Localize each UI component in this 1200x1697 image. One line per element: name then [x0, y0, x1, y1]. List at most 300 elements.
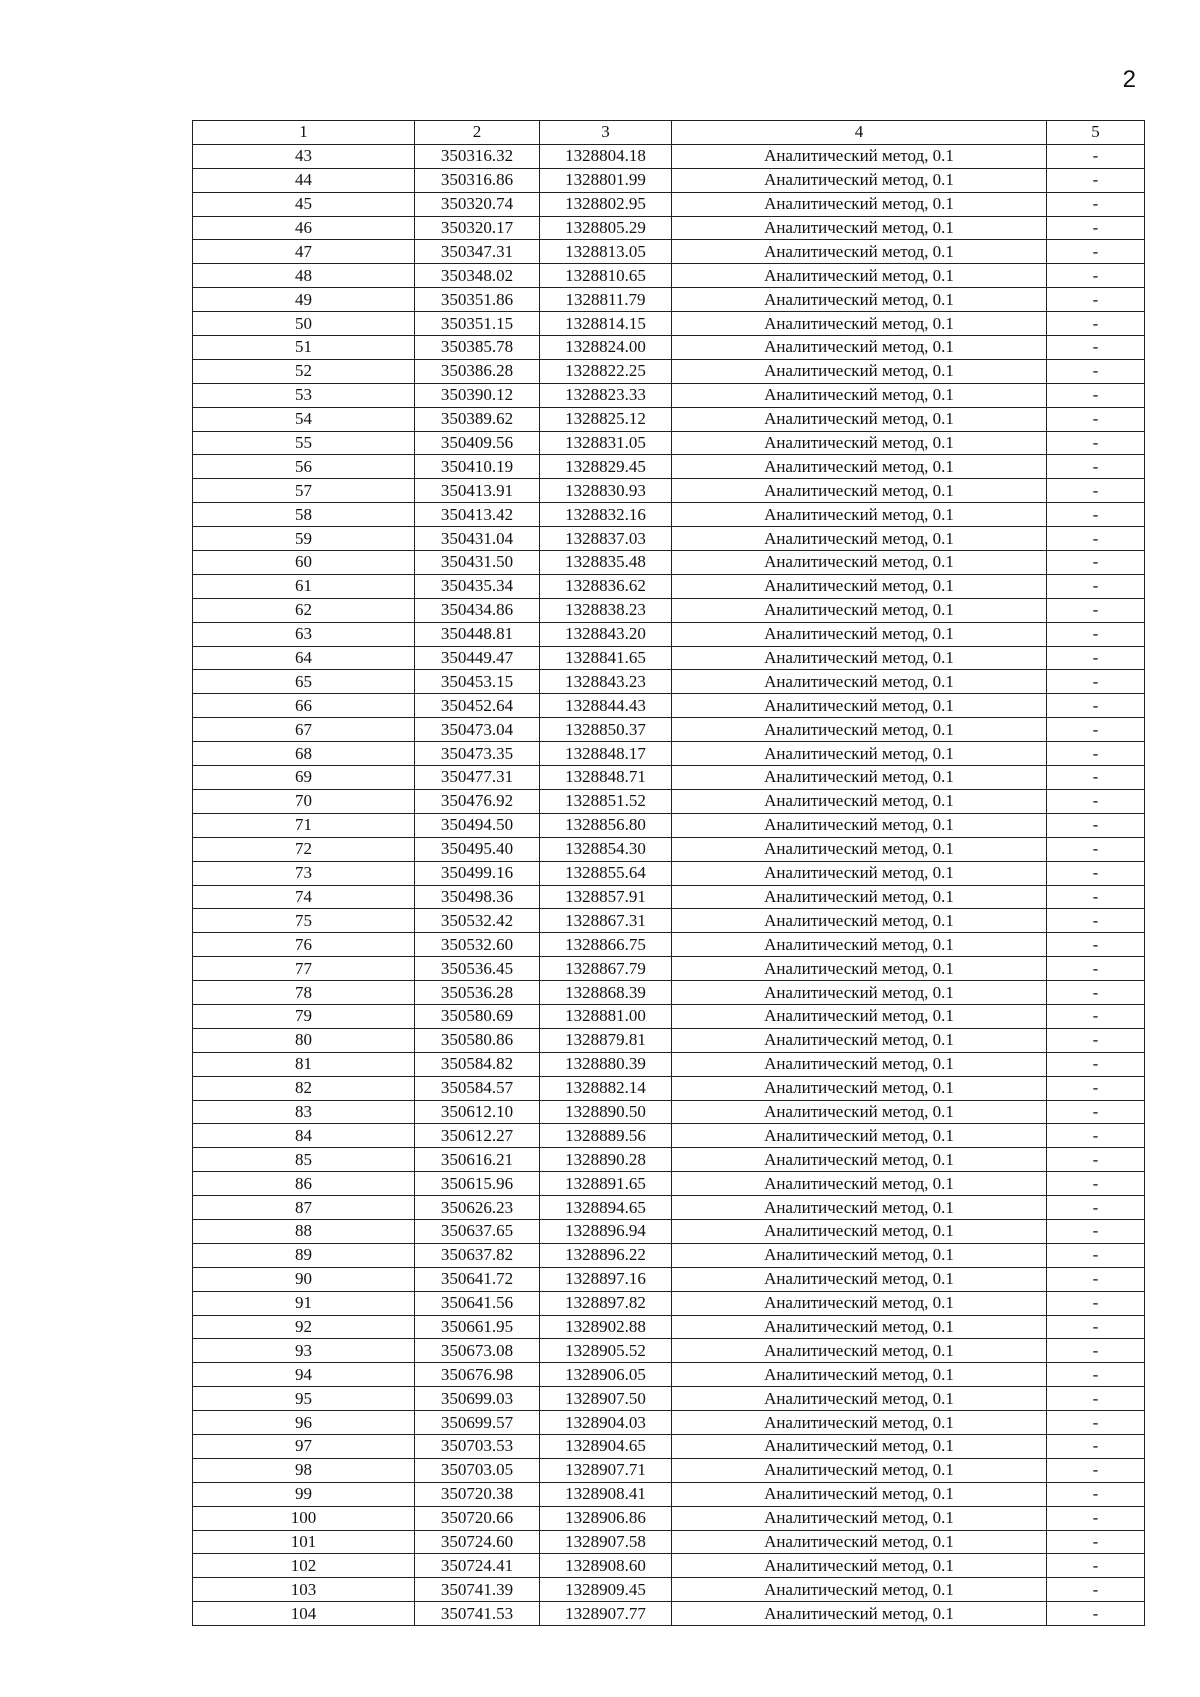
method-cell: Аналитический метод, 0.1 — [672, 574, 1047, 598]
y-coordinate-cell: 1328902.88 — [540, 1315, 672, 1339]
point-number-cell: 74 — [193, 885, 415, 909]
y-coordinate-cell: 1328814.15 — [540, 312, 672, 336]
note-cell: - — [1047, 1052, 1145, 1076]
column-header: 1 — [193, 121, 415, 145]
table-row — [193, 933, 1145, 957]
table-row — [193, 288, 1145, 312]
note-cell: - — [1047, 455, 1145, 479]
note-cell: - — [1047, 1482, 1145, 1506]
table-row — [193, 1052, 1145, 1076]
method-cell: Аналитический метод, 0.1 — [672, 1219, 1047, 1243]
x-coordinate-cell: 350641.56 — [415, 1291, 540, 1315]
coordinates-table — [192, 120, 1145, 1626]
x-coordinate-cell: 350413.91 — [415, 479, 540, 503]
method-cell: Аналитический метод, 0.1 — [672, 1267, 1047, 1291]
table-row — [193, 957, 1145, 981]
y-coordinate-cell: 1328879.81 — [540, 1028, 672, 1052]
y-coordinate-cell: 1328907.77 — [540, 1602, 672, 1626]
point-number-cell: 91 — [193, 1291, 415, 1315]
y-coordinate-cell: 1328867.79 — [540, 957, 672, 981]
point-number-cell: 83 — [193, 1100, 415, 1124]
point-number-cell: 98 — [193, 1458, 415, 1482]
table-row — [193, 551, 1145, 575]
y-coordinate-cell: 1328907.50 — [540, 1387, 672, 1411]
point-number-cell: 104 — [193, 1602, 415, 1626]
x-coordinate-cell: 350699.03 — [415, 1387, 540, 1411]
y-coordinate-cell: 1328854.30 — [540, 837, 672, 861]
note-cell: - — [1047, 694, 1145, 718]
note-cell: - — [1047, 1387, 1145, 1411]
x-coordinate-cell: 350637.65 — [415, 1219, 540, 1243]
table-row — [193, 1028, 1145, 1052]
table-row — [193, 574, 1145, 598]
note-cell: - — [1047, 1124, 1145, 1148]
y-coordinate-cell: 1328906.86 — [540, 1506, 672, 1530]
note-cell: - — [1047, 1196, 1145, 1220]
method-cell: Аналитический метод, 0.1 — [672, 503, 1047, 527]
x-coordinate-cell: 350476.92 — [415, 789, 540, 813]
method-cell: Аналитический метод, 0.1 — [672, 264, 1047, 288]
method-cell: Аналитический метод, 0.1 — [672, 1363, 1047, 1387]
point-number-cell: 49 — [193, 288, 415, 312]
x-coordinate-cell: 350615.96 — [415, 1172, 540, 1196]
x-coordinate-cell: 350385.78 — [415, 336, 540, 360]
note-cell: - — [1047, 622, 1145, 646]
x-coordinate-cell: 350584.82 — [415, 1052, 540, 1076]
table-row — [193, 240, 1145, 264]
x-coordinate-cell: 350316.32 — [415, 144, 540, 168]
y-coordinate-cell: 1328824.00 — [540, 336, 672, 360]
method-cell: Аналитический метод, 0.1 — [672, 1148, 1047, 1172]
method-cell: Аналитический метод, 0.1 — [672, 1387, 1047, 1411]
point-number-cell: 84 — [193, 1124, 415, 1148]
note-cell: - — [1047, 288, 1145, 312]
point-number-cell: 45 — [193, 192, 415, 216]
x-coordinate-cell: 350351.15 — [415, 312, 540, 336]
point-number-cell: 85 — [193, 1148, 415, 1172]
method-cell: Аналитический метод, 0.1 — [672, 1243, 1047, 1267]
x-coordinate-cell: 350720.38 — [415, 1482, 540, 1506]
note-cell: - — [1047, 742, 1145, 766]
table-row — [193, 431, 1145, 455]
method-cell: Аналитический метод, 0.1 — [672, 646, 1047, 670]
point-number-cell: 71 — [193, 813, 415, 837]
point-number-cell: 65 — [193, 670, 415, 694]
table-row — [193, 1196, 1145, 1220]
x-coordinate-cell: 350580.69 — [415, 1004, 540, 1028]
table-row — [193, 1434, 1145, 1458]
y-coordinate-cell: 1328907.71 — [540, 1458, 672, 1482]
y-coordinate-cell: 1328804.18 — [540, 144, 672, 168]
note-cell: - — [1047, 957, 1145, 981]
method-cell: Аналитический метод, 0.1 — [672, 1028, 1047, 1052]
note-cell: - — [1047, 598, 1145, 622]
method-cell: Аналитический метод, 0.1 — [672, 551, 1047, 575]
y-coordinate-cell: 1328897.82 — [540, 1291, 672, 1315]
point-number-cell: 78 — [193, 981, 415, 1005]
note-cell: - — [1047, 144, 1145, 168]
table-row — [193, 742, 1145, 766]
note-cell: - — [1047, 670, 1145, 694]
note-cell: - — [1047, 312, 1145, 336]
y-coordinate-cell: 1328810.65 — [540, 264, 672, 288]
x-coordinate-cell: 350409.56 — [415, 431, 540, 455]
method-cell: Аналитический метод, 0.1 — [672, 359, 1047, 383]
point-number-cell: 90 — [193, 1267, 415, 1291]
table-row — [193, 383, 1145, 407]
table-row — [193, 359, 1145, 383]
y-coordinate-cell: 1328868.39 — [540, 981, 672, 1005]
point-number-cell: 62 — [193, 598, 415, 622]
point-number-cell: 59 — [193, 527, 415, 551]
column-header: 5 — [1047, 121, 1145, 145]
table-row — [193, 1458, 1145, 1482]
x-coordinate-cell: 350673.08 — [415, 1339, 540, 1363]
table-row — [193, 1602, 1145, 1626]
method-cell: Аналитический метод, 0.1 — [672, 1196, 1047, 1220]
method-cell: Аналитический метод, 0.1 — [672, 407, 1047, 431]
table-row — [193, 1363, 1145, 1387]
y-coordinate-cell: 1328811.79 — [540, 288, 672, 312]
point-number-cell: 68 — [193, 742, 415, 766]
x-coordinate-cell: 350449.47 — [415, 646, 540, 670]
point-number-cell: 99 — [193, 1482, 415, 1506]
method-cell: Аналитический метод, 0.1 — [672, 527, 1047, 551]
note-cell: - — [1047, 359, 1145, 383]
x-coordinate-cell: 350320.74 — [415, 192, 540, 216]
note-cell: - — [1047, 216, 1145, 240]
point-number-cell: 44 — [193, 168, 415, 192]
x-coordinate-cell: 350348.02 — [415, 264, 540, 288]
point-number-cell: 75 — [193, 909, 415, 933]
y-coordinate-cell: 1328904.65 — [540, 1434, 672, 1458]
y-coordinate-cell: 1328823.33 — [540, 383, 672, 407]
y-coordinate-cell: 1328891.65 — [540, 1172, 672, 1196]
note-cell: - — [1047, 1291, 1145, 1315]
note-cell: - — [1047, 1100, 1145, 1124]
y-coordinate-cell: 1328836.62 — [540, 574, 672, 598]
table-row — [193, 813, 1145, 837]
table-row — [193, 527, 1145, 551]
y-coordinate-cell: 1328906.05 — [540, 1363, 672, 1387]
y-coordinate-cell: 1328851.52 — [540, 789, 672, 813]
x-coordinate-cell: 350584.57 — [415, 1076, 540, 1100]
table-row — [193, 718, 1145, 742]
point-number-cell: 97 — [193, 1434, 415, 1458]
y-coordinate-cell: 1328890.28 — [540, 1148, 672, 1172]
point-number-cell: 47 — [193, 240, 415, 264]
y-coordinate-cell: 1328848.17 — [540, 742, 672, 766]
note-cell: - — [1047, 1219, 1145, 1243]
table-row — [193, 336, 1145, 360]
table-row — [193, 1172, 1145, 1196]
method-cell: Аналитический метод, 0.1 — [672, 288, 1047, 312]
coordinates-table-body — [193, 121, 1145, 1626]
x-coordinate-cell: 350473.04 — [415, 718, 540, 742]
point-number-cell: 69 — [193, 766, 415, 790]
method-cell: Аналитический метод, 0.1 — [672, 1458, 1047, 1482]
method-cell: Аналитический метод, 0.1 — [672, 479, 1047, 503]
point-number-cell: 102 — [193, 1554, 415, 1578]
y-coordinate-cell: 1328831.05 — [540, 431, 672, 455]
y-coordinate-cell: 1328905.52 — [540, 1339, 672, 1363]
y-coordinate-cell: 1328848.71 — [540, 766, 672, 790]
note-cell: - — [1047, 1028, 1145, 1052]
point-number-cell: 70 — [193, 789, 415, 813]
note-cell: - — [1047, 646, 1145, 670]
column-header: 4 — [672, 121, 1047, 145]
point-number-cell: 88 — [193, 1219, 415, 1243]
y-coordinate-cell: 1328822.25 — [540, 359, 672, 383]
point-number-cell: 52 — [193, 359, 415, 383]
y-coordinate-cell: 1328802.95 — [540, 192, 672, 216]
table-row — [193, 766, 1145, 790]
point-number-cell: 96 — [193, 1411, 415, 1435]
method-cell: Аналитический метод, 0.1 — [672, 813, 1047, 837]
point-number-cell: 103 — [193, 1578, 415, 1602]
y-coordinate-cell: 1328857.91 — [540, 885, 672, 909]
table-row — [193, 144, 1145, 168]
x-coordinate-cell: 350390.12 — [415, 383, 540, 407]
table-row — [193, 479, 1145, 503]
point-number-cell: 79 — [193, 1004, 415, 1028]
table-row — [193, 981, 1145, 1005]
table-row — [193, 622, 1145, 646]
method-cell: Аналитический метод, 0.1 — [672, 1052, 1047, 1076]
note-cell: - — [1047, 336, 1145, 360]
method-cell: Аналитический метод, 0.1 — [672, 431, 1047, 455]
note-cell: - — [1047, 503, 1145, 527]
method-cell: Аналитический метод, 0.1 — [672, 1411, 1047, 1435]
method-cell: Аналитический метод, 0.1 — [672, 622, 1047, 646]
method-cell: Аналитический метод, 0.1 — [672, 1315, 1047, 1339]
note-cell: - — [1047, 192, 1145, 216]
x-coordinate-cell: 350612.10 — [415, 1100, 540, 1124]
point-number-cell: 48 — [193, 264, 415, 288]
table-row — [193, 1124, 1145, 1148]
y-coordinate-cell: 1328897.16 — [540, 1267, 672, 1291]
table-row — [193, 1387, 1145, 1411]
point-number-cell: 43 — [193, 144, 415, 168]
method-cell: Аналитический метод, 0.1 — [672, 885, 1047, 909]
table-row — [193, 1554, 1145, 1578]
method-cell: Аналитический метод, 0.1 — [672, 742, 1047, 766]
method-cell: Аналитический метод, 0.1 — [672, 168, 1047, 192]
point-number-cell: 89 — [193, 1243, 415, 1267]
x-coordinate-cell: 350386.28 — [415, 359, 540, 383]
table-row — [193, 168, 1145, 192]
note-cell: - — [1047, 1554, 1145, 1578]
x-coordinate-cell: 350410.19 — [415, 455, 540, 479]
point-number-cell: 86 — [193, 1172, 415, 1196]
method-cell: Аналитический метод, 0.1 — [672, 336, 1047, 360]
x-coordinate-cell: 350536.45 — [415, 957, 540, 981]
method-cell: Аналитический метод, 0.1 — [672, 455, 1047, 479]
note-cell: - — [1047, 264, 1145, 288]
y-coordinate-cell: 1328908.41 — [540, 1482, 672, 1506]
table-row — [193, 670, 1145, 694]
y-coordinate-cell: 1328850.37 — [540, 718, 672, 742]
x-coordinate-cell: 350413.42 — [415, 503, 540, 527]
y-coordinate-cell: 1328896.22 — [540, 1243, 672, 1267]
note-cell: - — [1047, 574, 1145, 598]
y-coordinate-cell: 1328907.58 — [540, 1530, 672, 1554]
y-coordinate-cell: 1328832.16 — [540, 503, 672, 527]
table-header-row — [193, 121, 1145, 145]
x-coordinate-cell: 350637.82 — [415, 1243, 540, 1267]
note-cell: - — [1047, 909, 1145, 933]
y-coordinate-cell: 1328856.80 — [540, 813, 672, 837]
table-row — [193, 1076, 1145, 1100]
table-row — [193, 646, 1145, 670]
table-row — [193, 909, 1145, 933]
table-row — [193, 1291, 1145, 1315]
x-coordinate-cell: 350477.31 — [415, 766, 540, 790]
y-coordinate-cell: 1328835.48 — [540, 551, 672, 575]
method-cell: Аналитический метод, 0.1 — [672, 1482, 1047, 1506]
note-cell: - — [1047, 551, 1145, 575]
note-cell: - — [1047, 1172, 1145, 1196]
y-coordinate-cell: 1328866.75 — [540, 933, 672, 957]
x-coordinate-cell: 350641.72 — [415, 1267, 540, 1291]
x-coordinate-cell: 350435.34 — [415, 574, 540, 598]
table-row — [193, 1411, 1145, 1435]
method-cell: Аналитический метод, 0.1 — [672, 1172, 1047, 1196]
note-cell: - — [1047, 168, 1145, 192]
table-row — [193, 598, 1145, 622]
table-row — [193, 1578, 1145, 1602]
y-coordinate-cell: 1328889.56 — [540, 1124, 672, 1148]
x-coordinate-cell: 350495.40 — [415, 837, 540, 861]
x-coordinate-cell: 350347.31 — [415, 240, 540, 264]
x-coordinate-cell: 350351.86 — [415, 288, 540, 312]
x-coordinate-cell: 350452.64 — [415, 694, 540, 718]
method-cell: Аналитический метод, 0.1 — [672, 1554, 1047, 1578]
method-cell: Аналитический метод, 0.1 — [672, 670, 1047, 694]
method-cell: Аналитический метод, 0.1 — [672, 909, 1047, 933]
y-coordinate-cell: 1328841.65 — [540, 646, 672, 670]
point-number-cell: 66 — [193, 694, 415, 718]
method-cell: Аналитический метод, 0.1 — [672, 861, 1047, 885]
table-row — [193, 1267, 1145, 1291]
y-coordinate-cell: 1328867.31 — [540, 909, 672, 933]
method-cell: Аналитический метод, 0.1 — [672, 1434, 1047, 1458]
point-number-cell: 80 — [193, 1028, 415, 1052]
x-coordinate-cell: 350703.05 — [415, 1458, 540, 1482]
y-coordinate-cell: 1328805.29 — [540, 216, 672, 240]
point-number-cell: 82 — [193, 1076, 415, 1100]
note-cell: - — [1047, 789, 1145, 813]
point-number-cell: 51 — [193, 336, 415, 360]
method-cell: Аналитический метод, 0.1 — [672, 598, 1047, 622]
table-row — [193, 885, 1145, 909]
y-coordinate-cell: 1328896.94 — [540, 1219, 672, 1243]
y-coordinate-cell: 1328843.20 — [540, 622, 672, 646]
x-coordinate-cell: 350532.60 — [415, 933, 540, 957]
note-cell: - — [1047, 1578, 1145, 1602]
y-coordinate-cell: 1328813.05 — [540, 240, 672, 264]
method-cell: Аналитический метод, 0.1 — [672, 1004, 1047, 1028]
x-coordinate-cell: 350724.41 — [415, 1554, 540, 1578]
note-cell: - — [1047, 1363, 1145, 1387]
method-cell: Аналитический метод, 0.1 — [672, 312, 1047, 336]
note-cell: - — [1047, 240, 1145, 264]
method-cell: Аналитический метод, 0.1 — [672, 933, 1047, 957]
method-cell: Аналитический метод, 0.1 — [672, 144, 1047, 168]
column-header: 3 — [540, 121, 672, 145]
table-row — [193, 1530, 1145, 1554]
point-number-cell: 64 — [193, 646, 415, 670]
point-number-cell: 61 — [193, 574, 415, 598]
point-number-cell: 81 — [193, 1052, 415, 1076]
point-number-cell: 95 — [193, 1387, 415, 1411]
table-row — [193, 455, 1145, 479]
point-number-cell: 72 — [193, 837, 415, 861]
note-cell: - — [1047, 527, 1145, 551]
table-row — [193, 312, 1145, 336]
table-row — [193, 837, 1145, 861]
y-coordinate-cell: 1328880.39 — [540, 1052, 672, 1076]
method-cell: Аналитический метод, 0.1 — [672, 1124, 1047, 1148]
x-coordinate-cell: 350316.86 — [415, 168, 540, 192]
note-cell: - — [1047, 1602, 1145, 1626]
x-coordinate-cell: 350431.04 — [415, 527, 540, 551]
y-coordinate-cell: 1328825.12 — [540, 407, 672, 431]
y-coordinate-cell: 1328894.65 — [540, 1196, 672, 1220]
note-cell: - — [1047, 1243, 1145, 1267]
method-cell: Аналитический метод, 0.1 — [672, 1602, 1047, 1626]
point-number-cell: 93 — [193, 1339, 415, 1363]
table-row — [193, 1482, 1145, 1506]
note-cell: - — [1047, 1315, 1145, 1339]
x-coordinate-cell: 350473.35 — [415, 742, 540, 766]
y-coordinate-cell: 1328855.64 — [540, 861, 672, 885]
note-cell: - — [1047, 718, 1145, 742]
point-number-cell: 94 — [193, 1363, 415, 1387]
x-coordinate-cell: 350532.42 — [415, 909, 540, 933]
method-cell: Аналитический метод, 0.1 — [672, 789, 1047, 813]
x-coordinate-cell: 350661.95 — [415, 1315, 540, 1339]
method-cell: Аналитический метод, 0.1 — [672, 957, 1047, 981]
method-cell: Аналитический метод, 0.1 — [672, 216, 1047, 240]
table-row — [193, 264, 1145, 288]
method-cell: Аналитический метод, 0.1 — [672, 1506, 1047, 1530]
y-coordinate-cell: 1328843.23 — [540, 670, 672, 694]
method-cell: Аналитический метод, 0.1 — [672, 1076, 1047, 1100]
x-coordinate-cell: 350626.23 — [415, 1196, 540, 1220]
table-row — [193, 407, 1145, 431]
y-coordinate-cell: 1328890.50 — [540, 1100, 672, 1124]
x-coordinate-cell: 350499.16 — [415, 861, 540, 885]
x-coordinate-cell: 350741.39 — [415, 1578, 540, 1602]
point-number-cell: 63 — [193, 622, 415, 646]
table-row — [193, 694, 1145, 718]
x-coordinate-cell: 350536.28 — [415, 981, 540, 1005]
point-number-cell: 46 — [193, 216, 415, 240]
method-cell: Аналитический метод, 0.1 — [672, 1339, 1047, 1363]
point-number-cell: 54 — [193, 407, 415, 431]
table-row — [193, 789, 1145, 813]
x-coordinate-cell: 350616.21 — [415, 1148, 540, 1172]
note-cell: - — [1047, 1004, 1145, 1028]
x-coordinate-cell: 350699.57 — [415, 1411, 540, 1435]
table-row — [193, 1339, 1145, 1363]
method-cell: Аналитический метод, 0.1 — [672, 1100, 1047, 1124]
y-coordinate-cell: 1328908.60 — [540, 1554, 672, 1578]
note-cell: - — [1047, 766, 1145, 790]
table-row — [193, 1243, 1145, 1267]
point-number-cell: 87 — [193, 1196, 415, 1220]
